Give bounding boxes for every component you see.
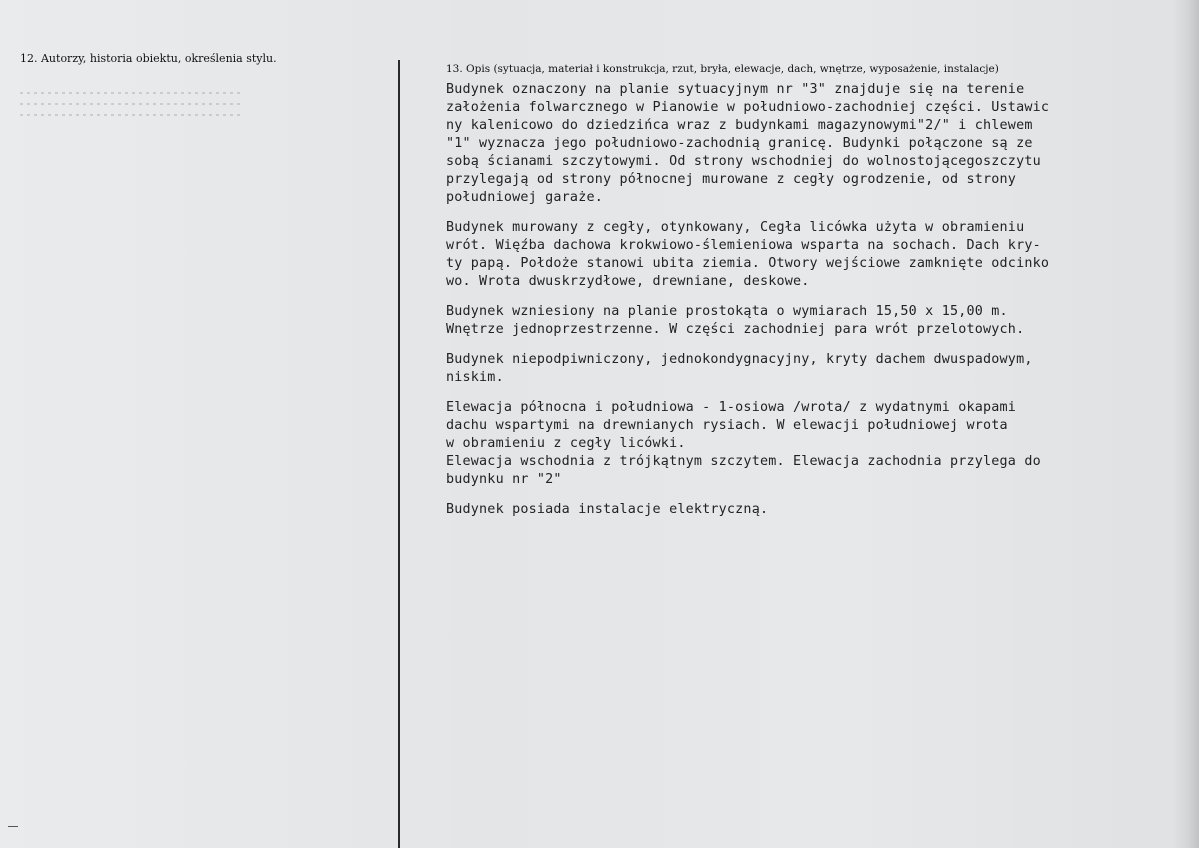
text-line: Budynek posiada instalacje elektryczną. [446,502,769,517]
description-text [446,81,1186,519]
text-line: Budynek niepodpiwniczony, jednokondygnacyjny, kryty dachem dwuspadowym, [446,352,1033,367]
description-paragraph [446,501,1186,519]
text-line: w obramieniu z cegły licówki. [446,436,686,451]
text-line: Wnętrze jednoprzestrzenne. W części zachodniej para wrót przelotowych. [446,322,1025,337]
text-line: Budynek wzniesiony na planie prostokąta o wymiarach 15,50 x 15,00 m. [446,304,1008,319]
description-paragraph [446,81,1186,207]
description-paragraph [446,351,1186,387]
text-line: Budynek murowany z cegły, otynkowany, Cegła licówka użyta w obramieniu [446,220,1025,235]
margin-mark [8,826,18,827]
faint-scan-marks [20,92,240,132]
text-line: ty papą. Połdoże stanowi ubita ziemia. Otwory wejściowe zamknięte odcinko [446,256,1050,271]
section-12-header: 12. Autorzy, historia obiektu, określenia stylu. [20,52,277,65]
description-paragraph [446,219,1186,291]
text-line: niskim. [446,370,504,385]
text-line: Elewacja wschodnia z trójkątnym szczytem. Elewacja zachodnia przylega do [446,454,1041,469]
text-line: przylegają od strony północnej murowane z cegły ogrodzenie, od strony [446,172,1017,187]
text-line: założenia folwarcznego w Pianowie w południowo-zachodniej części. Ustawic [446,100,1050,115]
text-line: Elewacja północna i południowa - 1-osiowa /wrota/ z wydatnymi okapami [446,400,1017,415]
text-line: ny kalenicowo do dziedzińca wraz z budynkami magazynowymi"2/" i chlewem [446,118,1033,133]
section-13 [446,62,1186,531]
text-line: południowej garaże. [446,190,603,205]
description-paragraph [446,303,1186,339]
text-line: budynku nr "2" [446,472,562,487]
text-line: wo. Wrota dwuskrzydłowe, drewniane, deskowe. [446,274,810,289]
section-12 [20,52,390,66]
description-paragraph [446,399,1186,489]
text-line: Budynek oznaczony na planie sytuacyjnym nr "3" znajduje się na terenie [446,82,1025,97]
text-line: dachu wspartymi na drewnianych rysiach. W elewacji południowej wrota [446,418,1008,433]
section-13-header: 13. Opis (sytuacja, materiał i konstrukcja, rzut, bryła, elewacje, dach, wnętrze, wyposażenie, instalacje) [446,63,999,75]
text-line: wrót. Więźba dachowa krokwiowo-ślemieniowa wsparta na sochach. Dach kry- [446,238,1041,253]
text-line: sobą ścianami szczytowymi. Od strony wschodniej do wolnostojącegoszczytu [446,154,1041,169]
text-line: "1" wyznacza jego południowo-zachodnią granicę. Budynki połączone są ze [446,136,1033,151]
column-divider [398,60,400,848]
